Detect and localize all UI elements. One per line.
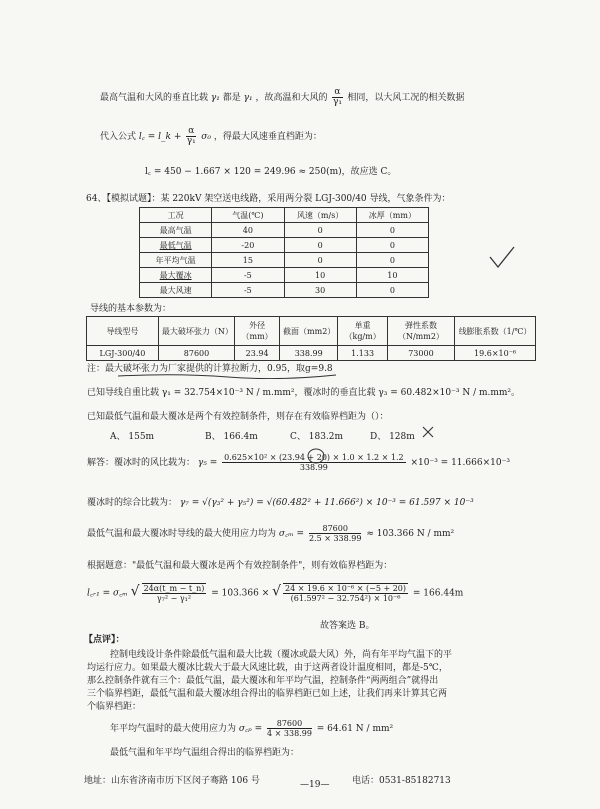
conductor-params-table [86, 316, 536, 361]
table-row: 年平均气温 15 0 0 [140, 253, 429, 268]
choice-a: A、 155m [110, 432, 155, 442]
solution-critical-span: l꜀ᵣ₁ = σ꜀ₘ √ $\frac{24\alpha(t\_m - t\_n)}{\text{γ₇² − γ₁²}}$ = 103.366 × √ $\frac{\text{24 × 19.6 × 10⁻⁶ × (−5 + 20)}}{\text{(61.597² − 32.754²) × 10⁻⁶}}$ = 166.44m [87, 583, 464, 603]
handwritten-circle [306, 447, 326, 465]
intro-line-2: 代入公式 l꜀ = l_k + $\frac{\alpha}{\text{γ₁}}$ σ₀ ，得最大风速垂直档距为： [100, 126, 322, 146]
wind-load-fraction: $\frac{\text{0.625×10² × (23.94 + 20) × 1.0 × 1.2 × 1.2}}{338.99}$ [224, 453, 404, 472]
stress-fraction: $\frac{87600}{2.5 \times 338.99}$ [308, 524, 362, 543]
comment-title: 【点评】： [84, 635, 125, 645]
comment-para-line-5: 个临界档距： [87, 702, 142, 712]
solution-basis: 根据题意："最低气温和最大覆冰是两个有效控制条件"，则有效临界档距为： [87, 561, 393, 571]
known-values-line: 已知导线自重比载 γ₁ = 32.754×10⁻³ N / m.mm²，覆冰时的垂直比载 γ₃ = 60.482×10⁻³ N / m.mm²。 [87, 388, 521, 398]
comment-para-line-4: 三个临界档距，最低气温和最大覆冰组合得出的临界档距已如上述，让我们再来计算其它两 [87, 689, 448, 699]
footer-phone: 电话：0531-85182713 [352, 776, 451, 786]
handwritten-underline [118, 373, 338, 379]
choice-d: D、 128m [370, 432, 415, 442]
table-row: 最大覆冰 -5 10 10 [140, 268, 429, 283]
solution-stress: 最低气温和最大覆冰时导线的最大使用应力均为 σ꜀ₘ = $\frac{87600}{2.5 \times 338.99}$ ≈ 103.366 N / mm² [87, 524, 455, 543]
table-row: 最高气温 40 0 0 [140, 223, 429, 238]
note-line: 注：最大破坏张力为厂家提供的计算拉断力，0.95，取g=9.8 [87, 364, 333, 374]
critical-value-fraction: $\frac{\text{24 × 19.6 × 10⁻⁶ × (−5 + 20)}}{\text{(61.597² − 32.754²) × 10⁻⁶}}$ [285, 584, 407, 603]
alpha-gamma-fraction: $\frac{\alpha}{\text{γ₁}}$ [332, 87, 342, 107]
footer-address: 地址：山东省济南市历下区闵子骞路 106 号 [84, 776, 260, 786]
question-heading: 64、【模拟试题】：某 220kV 架空送电线路，采用两分裂 LGJ-300/40 导线，气象条件为： [86, 194, 451, 204]
page-number: —19— [300, 780, 330, 790]
comment-avg-stress: 年平均气温时的最大使用应力为 σ꜀ₚ = $\frac{87600}{4 \times 338.99}$ = 64.61 N / mm² [110, 719, 394, 738]
avg-stress-fraction: $\frac{87600}{4 \times 338.99}$ [267, 719, 312, 738]
choice-c: C、 183.2m [290, 432, 344, 442]
answer-line: 故答案选 B。 [320, 621, 375, 631]
question-ask: 已知最低气温和最大覆冰是两个有效控制条件，则存在有效临界档距为（）： [87, 412, 389, 422]
solution-wind: 解答：覆冰时的风比载为： γ₅ = $\frac{\text{0.625×10² × (23.94 + 20) × 1.0 × 1.2 × 1.2}}{338.99}$ ×10⁻³ = 11.666×10⁻³ [87, 453, 510, 472]
checkmark-icon [488, 245, 516, 271]
comment-para-line-3: 那么控制条件就有三个：最低气温，最大覆冰和年平均气温，控制条件“两两组合”就得出 [87, 676, 439, 686]
table-row: 工况 气温(℃) 风速（m/s） 冰厚（mm） [140, 208, 429, 223]
alpha-gamma-fraction-2: $\frac{\alpha}{\text{γ₁}}$ [186, 126, 196, 146]
choice-b: B、 166.4m [205, 432, 258, 442]
params-title: 导线的基本参数为： [90, 304, 172, 314]
weather-conditions-table [139, 207, 429, 298]
table-row: 最低气温 -20 0 0 [140, 238, 429, 253]
solution-combined: 覆冰时的综合比载为： γ₇ = √(γ₃² + γ₅²) = √(60.482² + 11.666²) × 10⁻³ = 61.597 × 10⁻³ [87, 498, 474, 508]
critical-sqrt-fraction: $\frac{24\alpha(t\_m - t\_n)}{\text{γ₇² − γ₁²}}$ [143, 584, 205, 603]
comment-para-line-1: 控制电线设计条件除最低气温和最大比载（覆冰或最大风）外，尚有年平均气温下的平 [110, 650, 453, 660]
comment-last-line: 最低气温和年平均气温组合得出的临界档距为： [110, 748, 300, 758]
table-row: 最大风速 -5 30 0 [140, 283, 429, 298]
table-row: 导线型号 最大破坏张力（N） 外径（mm） 截面（mm2） 单重（kg/m） 弹性系数（N/mm2） 线膨胀系数（1/℃） [87, 317, 536, 346]
intro-result: l꜀ = 450 − 1.667 × 120 = 249.96 ≈ 250(m)，故应选 C。 [145, 167, 397, 177]
intro-line-1: 最高气温和大风的垂直比载 γ₁ 都是 γ₁ ，故高温和大风的 $\frac{\alpha}{\text{γ₁}}$ 相同，以大风工况的相关数据 [100, 87, 465, 107]
table-row: LGJ-300/40 87600 23.94 338.99 1.133 73000 19.6×10⁻⁶ [87, 346, 536, 361]
comment-para-line-2: 均运行应力。如果最大覆冰比载大于最大风速比载，由于这两者设计温度相同，都是-5℃， [87, 663, 448, 673]
cross-mark-icon [420, 424, 436, 440]
